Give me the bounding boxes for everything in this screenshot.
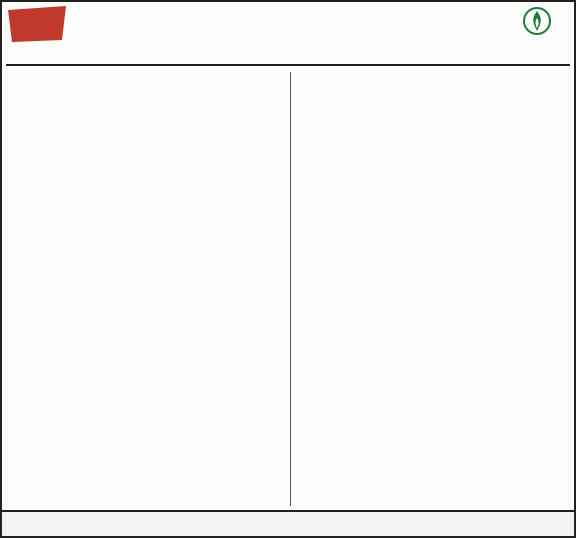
- text-line: [8, 139, 278, 149]
- text-line: [290, 178, 568, 188]
- text-line: [290, 110, 568, 120]
- text-line: [290, 283, 568, 293]
- text-line: [8, 110, 278, 120]
- text-line: [290, 187, 568, 197]
- round-badge: [4, 4, 70, 44]
- text-line: [8, 101, 278, 111]
- text-line: [8, 82, 278, 92]
- text-line: [290, 158, 568, 168]
- text-line: [290, 379, 568, 389]
- text-line: [8, 369, 278, 379]
- text-line: [290, 82, 568, 92]
- text-line: [290, 504, 568, 508]
- text-line: [290, 427, 568, 437]
- text-line: [290, 120, 568, 130]
- text-line: [8, 408, 278, 418]
- text-line: [8, 149, 278, 159]
- text-line: [290, 475, 568, 485]
- text-line: [8, 331, 278, 341]
- text-line: [290, 245, 568, 255]
- text-line: [290, 341, 568, 351]
- text-line: [290, 226, 568, 236]
- company-logo: [506, 6, 568, 62]
- text-line: [290, 446, 568, 456]
- text-line: [8, 245, 278, 255]
- text-line: [8, 283, 278, 293]
- text-line: [290, 273, 568, 283]
- text-line: [8, 417, 278, 427]
- text-line: [290, 312, 568, 322]
- text-line: [290, 206, 568, 216]
- text-line: [290, 408, 568, 418]
- text-line: [290, 369, 568, 379]
- text-line: [290, 398, 568, 408]
- text-line: [8, 389, 278, 399]
- text-line: [8, 437, 278, 447]
- text-line: [290, 139, 568, 149]
- text-line: [8, 485, 278, 495]
- right-column: [290, 72, 568, 508]
- text-line: [8, 254, 278, 264]
- text-line: [290, 437, 568, 447]
- text-line: [8, 494, 278, 504]
- text-line: [8, 130, 278, 140]
- text-line: [290, 465, 568, 475]
- text-line: [8, 264, 278, 274]
- text-line: [8, 312, 278, 322]
- text-line: [8, 91, 278, 101]
- text-line: [290, 264, 568, 274]
- text-line: [8, 273, 278, 283]
- text-line: [8, 504, 278, 508]
- text-line: [290, 72, 568, 82]
- text-line: [290, 216, 568, 226]
- header-rule: [6, 64, 570, 66]
- text-line: [290, 168, 568, 178]
- text-line: [290, 91, 568, 101]
- text-line: [290, 235, 568, 245]
- text-line: [290, 485, 568, 495]
- text-line: [8, 321, 278, 331]
- column-divider: [290, 72, 291, 506]
- text-line: [8, 379, 278, 389]
- text-line: [8, 216, 278, 226]
- text-line: [8, 456, 278, 466]
- text-line: [290, 321, 568, 331]
- text-line: [8, 427, 278, 437]
- notice-footer: [2, 510, 574, 536]
- text-line: [8, 72, 278, 82]
- text-line: [290, 456, 568, 466]
- text-line: [8, 120, 278, 130]
- text-line: [290, 302, 568, 312]
- left-column: [8, 72, 278, 508]
- text-line: [8, 293, 278, 303]
- flame-emblem-icon: [522, 6, 552, 36]
- notice-headline: [122, 5, 496, 35]
- text-line: [290, 101, 568, 111]
- text-line: [290, 254, 568, 264]
- text-line: [290, 130, 568, 140]
- notice-header: [2, 2, 574, 66]
- text-line: [8, 226, 278, 236]
- text-line: [8, 197, 278, 207]
- text-line: [290, 494, 568, 504]
- text-line: [8, 168, 278, 178]
- text-line: [290, 360, 568, 370]
- text-line: [290, 149, 568, 159]
- text-line: [8, 206, 278, 216]
- text-line: [8, 187, 278, 197]
- text-line: [290, 389, 568, 399]
- logo-caption: [506, 38, 568, 60]
- text-line: [8, 178, 278, 188]
- text-line: [8, 341, 278, 351]
- text-line: [8, 302, 278, 312]
- text-line: [8, 465, 278, 475]
- text-line: [290, 417, 568, 427]
- text-line: [8, 158, 278, 168]
- text-line: [8, 360, 278, 370]
- text-line: [8, 235, 278, 245]
- text-line: [290, 331, 568, 341]
- text-line: [290, 197, 568, 207]
- text-line: [8, 475, 278, 485]
- text-line: [290, 293, 568, 303]
- text-line: [290, 350, 568, 360]
- badge-shape-icon: [4, 4, 70, 44]
- text-line: [8, 446, 278, 456]
- text-line: [8, 350, 278, 360]
- text-line: [8, 398, 278, 408]
